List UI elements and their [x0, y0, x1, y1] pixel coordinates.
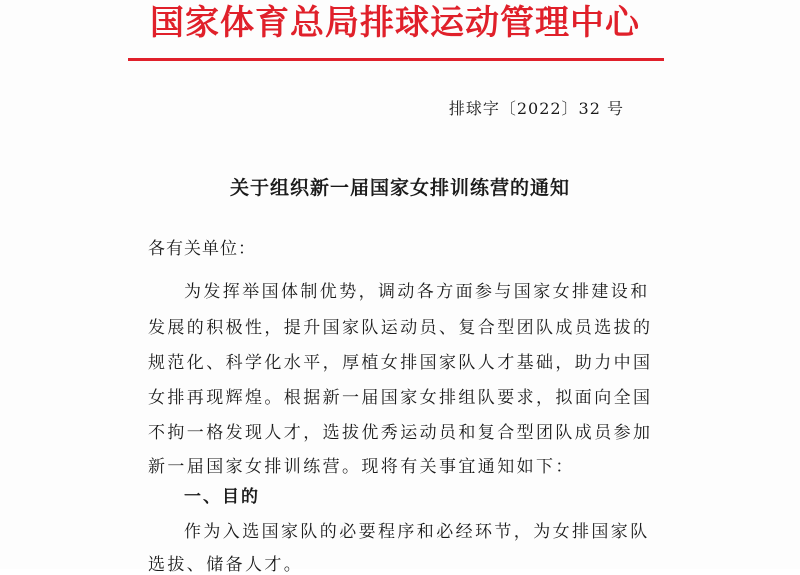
- paragraph-line: 发展的积极性，提升国家队运动员、复合型团队成员选拔的: [148, 318, 653, 338]
- document-number: 排球字〔2022〕32 号: [448, 99, 624, 118]
- letterhead-red-rule: [128, 58, 664, 61]
- paragraph-line: 为发挥举国体制优势，调动各方面参与国家女排建设和: [184, 282, 650, 302]
- paragraph-line: 女排再现辉煌。根据新一届国家女排组队要求，拟面向全国: [148, 388, 653, 408]
- paragraph-line: 新一届国家女排训练营。现将有关事宜通知如下：: [148, 457, 575, 477]
- salutation: 各有关单位：: [148, 239, 256, 259]
- letterhead-title: 国家体育总局排球运动管理中心: [150, 3, 640, 43]
- paragraph-line: 作为入选国家队的必要程序和必经环节，为女排国家队: [184, 522, 650, 542]
- notice-title: 关于组织新一届国家女排训练营的通知: [229, 177, 570, 199]
- paragraph-line: 选拔、储备人才。: [148, 555, 304, 575]
- paragraph-line: 不拘一格发现人才，选拔优秀运动员和复合型团队成员参加: [148, 423, 653, 443]
- paragraph-line: 规范化、科学化水平，厚植女排国家队人才基础，助力中国: [148, 353, 653, 373]
- section-heading: 一、目的: [184, 487, 260, 507]
